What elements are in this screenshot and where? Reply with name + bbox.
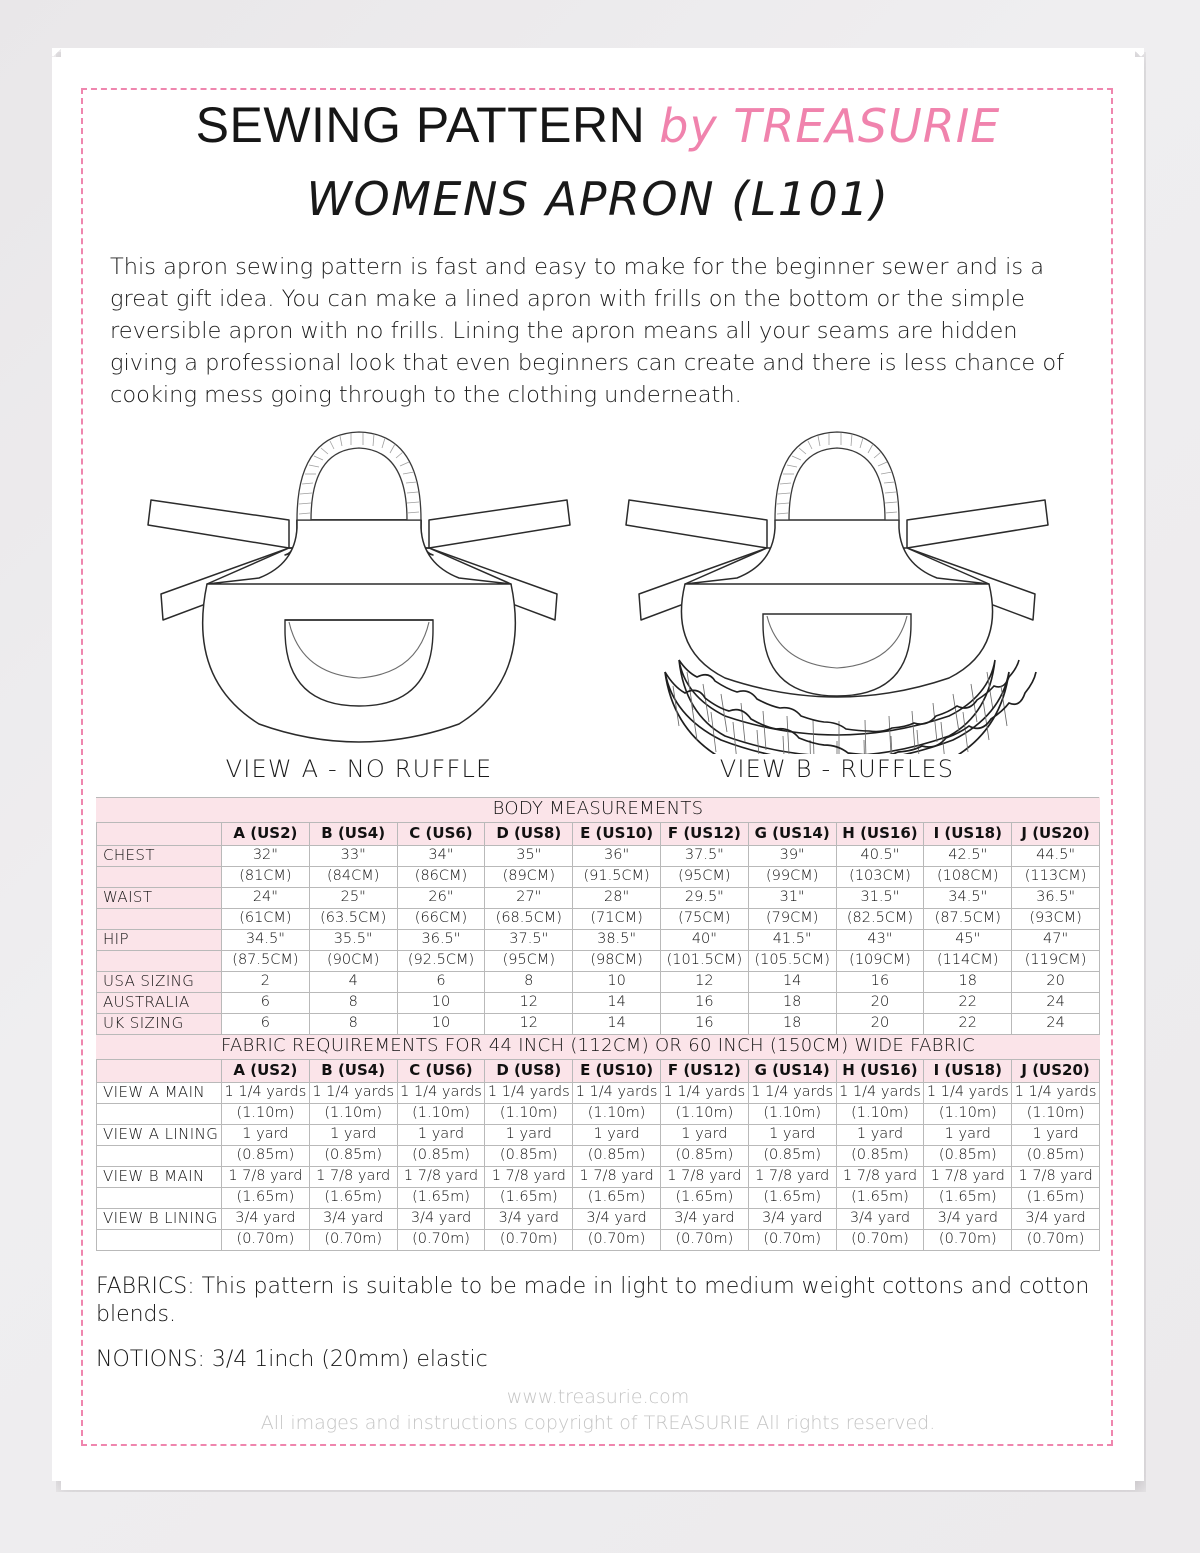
cell-cm-6: (105.5CM) xyxy=(748,950,836,971)
column-header-6: G (US14) xyxy=(748,1059,836,1082)
cell-yards-3: 1 7/8 yard xyxy=(485,1166,573,1187)
cell-yards-3: 1 yard xyxy=(485,1124,573,1145)
cell-yards-0: 1 1/4 yards xyxy=(222,1082,310,1103)
body-measurements-band-title: BODY MEASUREMENTS xyxy=(97,797,1100,822)
cell-inch-9: 44.5" xyxy=(1012,845,1100,866)
column-header-6: G (US14) xyxy=(748,822,836,845)
row-label: HIP xyxy=(97,929,222,950)
cell-size-0: 6 xyxy=(222,1013,310,1034)
cell-metres-3: (1.65m) xyxy=(485,1187,573,1208)
fabric-requirements-header xyxy=(97,1059,1100,1082)
cell-size-6: 18 xyxy=(748,992,836,1013)
cell-cm-5: (75CM) xyxy=(660,908,748,929)
cell-cm-9: (119CM) xyxy=(1012,950,1100,971)
cell-size-7: 20 xyxy=(836,992,924,1013)
table-row xyxy=(97,845,1100,866)
cell-yards-3: 3/4 yard xyxy=(485,1208,573,1229)
cell-inch-6: 41.5" xyxy=(748,929,836,950)
row-label-blank xyxy=(97,1103,222,1124)
column-header-0: A (US2) xyxy=(222,822,310,845)
cell-cm-2: (92.5CM) xyxy=(397,950,485,971)
view-b-block xyxy=(603,424,1071,783)
cell-inch-7: 43" xyxy=(836,929,924,950)
cell-inch-0: 34.5" xyxy=(222,929,310,950)
cell-inch-7: 31.5" xyxy=(836,887,924,908)
cell-inch-8: 42.5" xyxy=(924,845,1012,866)
apron-no-ruffle-icon xyxy=(139,424,579,754)
cell-yards-5: 1 yard xyxy=(660,1124,748,1145)
cell-cm-1: (84CM) xyxy=(309,866,397,887)
cell-cm-1: (63.5CM) xyxy=(309,908,397,929)
cell-metres-7: (1.65m) xyxy=(836,1187,924,1208)
cell-yards-1: 3/4 yard xyxy=(309,1208,397,1229)
cell-metres-4: (1.65m) xyxy=(573,1187,661,1208)
cell-inch-0: 24" xyxy=(222,887,310,908)
cell-yards-0: 1 7/8 yard xyxy=(222,1166,310,1187)
row-label-blank xyxy=(97,950,222,971)
column-header-9: J (US20) xyxy=(1012,1059,1100,1082)
cell-size-3: 12 xyxy=(485,1013,573,1034)
cell-cm-7: (82.5CM) xyxy=(836,908,924,929)
cell-metres-7: (1.10m) xyxy=(836,1103,924,1124)
cell-size-8: 22 xyxy=(924,992,1012,1013)
row-label-blank xyxy=(97,908,222,929)
cell-yards-5: 1 7/8 yard xyxy=(660,1166,748,1187)
row-label: VIEW B MAIN xyxy=(97,1166,222,1187)
cell-cm-6: (99CM) xyxy=(748,866,836,887)
cell-cm-0: (61CM) xyxy=(222,908,310,929)
cell-inch-5: 29.5" xyxy=(660,887,748,908)
cell-inch-5: 40" xyxy=(660,929,748,950)
cell-cm-7: (103CM) xyxy=(836,866,924,887)
cell-yards-3: 1 1/4 yards xyxy=(485,1082,573,1103)
row-label-blank xyxy=(97,1145,222,1166)
cell-cm-8: (114CM) xyxy=(924,950,1012,971)
cell-yards-8: 1 7/8 yard xyxy=(924,1166,1012,1187)
cell-inch-6: 39" xyxy=(748,845,836,866)
cell-size-4: 14 xyxy=(573,992,661,1013)
table-row xyxy=(97,866,1100,887)
cell-yards-1: 1 7/8 yard xyxy=(309,1166,397,1187)
cell-size-8: 18 xyxy=(924,971,1012,992)
cell-cm-9: (93CM) xyxy=(1012,908,1100,929)
cell-metres-5: (0.70m) xyxy=(660,1229,748,1250)
cell-metres-8: (0.70m) xyxy=(924,1229,1012,1250)
cell-yards-6: 1 1/4 yards xyxy=(748,1082,836,1103)
footer-copyright: All images and instructions copyright of TREASURIE All rights reserved. xyxy=(260,1412,936,1434)
cell-size-5: 12 xyxy=(660,971,748,992)
cell-metres-6: (1.65m) xyxy=(748,1187,836,1208)
cell-metres-9: (0.70m) xyxy=(1012,1229,1100,1250)
cell-size-0: 2 xyxy=(222,971,310,992)
cell-inch-4: 36" xyxy=(573,845,661,866)
cell-inch-3: 37.5" xyxy=(485,929,573,950)
cell-yards-6: 3/4 yard xyxy=(748,1208,836,1229)
cell-metres-6: (0.70m) xyxy=(748,1229,836,1250)
cell-inch-1: 33" xyxy=(309,845,397,866)
table-row xyxy=(97,1187,1100,1208)
page-content xyxy=(52,48,1144,1490)
cell-metres-6: (0.85m) xyxy=(748,1145,836,1166)
cell-size-0: 6 xyxy=(222,992,310,1013)
cell-inch-1: 25" xyxy=(309,887,397,908)
cell-metres-7: (0.85m) xyxy=(836,1145,924,1166)
pattern-description: This apron sewing pattern is fast and easy to make for the beginner sewer and is a great gift idea. You can make a lined apron with frills on the bottom or the simple reversible apron with no frills. Lining the apron means all your seams are hidden giving a professional look that even beginners can create and there is less chance of cooking mess going through to the clothing underneath. xyxy=(110,254,1065,408)
page-footer xyxy=(52,1386,1144,1434)
cell-cm-7: (109CM) xyxy=(836,950,924,971)
cell-cm-6: (79CM) xyxy=(748,908,836,929)
cell-size-7: 20 xyxy=(836,1013,924,1034)
cell-cm-3: (95CM) xyxy=(485,950,573,971)
cell-metres-5: (1.10m) xyxy=(660,1103,748,1124)
table-row xyxy=(97,1145,1100,1166)
measurements-table xyxy=(96,797,1100,1251)
row-label: WAIST xyxy=(97,887,222,908)
cell-size-9: 24 xyxy=(1012,992,1100,1013)
cell-yards-0: 3/4 yard xyxy=(222,1208,310,1229)
row-label: USA SIZING xyxy=(97,971,222,992)
cell-yards-6: 1 7/8 yard xyxy=(748,1166,836,1187)
cell-size-7: 16 xyxy=(836,971,924,992)
table-row xyxy=(97,1124,1100,1145)
column-header-1: B (US4) xyxy=(309,1059,397,1082)
cell-inch-4: 38.5" xyxy=(573,929,661,950)
view-b-caption: VIEW B - RUFFLES xyxy=(719,754,955,783)
cell-yards-9: 1 7/8 yard xyxy=(1012,1166,1100,1187)
column-header-5: F (US12) xyxy=(660,1059,748,1082)
cell-metres-0: (0.85m) xyxy=(222,1145,310,1166)
title-main-text: SEWING PATTERN xyxy=(195,97,646,153)
table-row xyxy=(97,929,1100,950)
table-row xyxy=(97,950,1100,971)
cell-cm-4: (71CM) xyxy=(573,908,661,929)
table-row xyxy=(97,908,1100,929)
cell-yards-0: 1 yard xyxy=(222,1124,310,1145)
cell-inch-9: 36.5" xyxy=(1012,887,1100,908)
fabrics-note: FABRICS: This pattern is suitable to be made in light to medium weight cottons and cotton blends. xyxy=(96,1273,1090,1328)
cell-yards-1: 1 1/4 yards xyxy=(309,1082,397,1103)
cell-size-2: 10 xyxy=(397,1013,485,1034)
cell-metres-1: (1.10m) xyxy=(309,1103,397,1124)
cell-metres-0: (1.10m) xyxy=(222,1103,310,1124)
body-measurements-band xyxy=(97,797,1100,822)
cell-inch-2: 26" xyxy=(397,887,485,908)
column-header-8: I (US18) xyxy=(924,822,1012,845)
size-charts xyxy=(96,797,1100,1251)
cell-inch-5: 37.5" xyxy=(660,845,748,866)
cell-size-3: 8 xyxy=(485,971,573,992)
cell-metres-0: (0.70m) xyxy=(222,1229,310,1250)
column-header-2: C (US6) xyxy=(397,822,485,845)
column-header-9: J (US20) xyxy=(1012,822,1100,845)
cell-metres-2: (0.70m) xyxy=(397,1229,485,1250)
column-header-2: C (US6) xyxy=(397,1059,485,1082)
cell-cm-3: (68.5CM) xyxy=(485,908,573,929)
table-row xyxy=(97,1166,1100,1187)
row-label-blank xyxy=(97,866,222,887)
cell-inch-9: 47" xyxy=(1012,929,1100,950)
cell-yards-8: 3/4 yard xyxy=(924,1208,1012,1229)
cell-metres-2: (1.10m) xyxy=(397,1103,485,1124)
cell-yards-8: 1 1/4 yards xyxy=(924,1082,1012,1103)
cell-metres-3: (1.10m) xyxy=(485,1103,573,1124)
cell-size-2: 10 xyxy=(397,992,485,1013)
view-a-caption: VIEW A - NO RUFFLE xyxy=(225,754,493,783)
cell-yards-8: 1 yard xyxy=(924,1124,1012,1145)
cell-size-1: 8 xyxy=(309,1013,397,1034)
cell-metres-8: (1.65m) xyxy=(924,1187,1012,1208)
row-label: VIEW A MAIN xyxy=(97,1082,222,1103)
cell-yards-2: 1 yard xyxy=(397,1124,485,1145)
page-subtitle: WOMENS APRON (L101) xyxy=(306,172,890,226)
cell-size-1: 4 xyxy=(309,971,397,992)
cell-size-3: 12 xyxy=(485,992,573,1013)
cell-cm-8: (108CM) xyxy=(924,866,1012,887)
cell-metres-7: (0.70m) xyxy=(836,1229,924,1250)
cell-size-9: 20 xyxy=(1012,971,1100,992)
cell-size-4: 14 xyxy=(573,1013,661,1034)
corner-cell xyxy=(97,822,222,845)
cell-yards-6: 1 yard xyxy=(748,1124,836,1145)
column-header-3: D (US8) xyxy=(485,822,573,845)
table-row xyxy=(97,1013,1100,1034)
cell-inch-8: 34.5" xyxy=(924,887,1012,908)
cell-metres-2: (0.85m) xyxy=(397,1145,485,1166)
cell-size-6: 14 xyxy=(748,971,836,992)
cell-cm-2: (86CM) xyxy=(397,866,485,887)
cell-inch-3: 35" xyxy=(485,845,573,866)
cell-yards-9: 1 1/4 yards xyxy=(1012,1082,1100,1103)
cell-metres-9: (1.65m) xyxy=(1012,1187,1100,1208)
cell-cm-8: (87.5CM) xyxy=(924,908,1012,929)
fabric-requirements-band xyxy=(97,1034,1100,1059)
cell-metres-0: (1.65m) xyxy=(222,1187,310,1208)
cell-yards-1: 1 yard xyxy=(309,1124,397,1145)
column-header-4: E (US10) xyxy=(573,1059,661,1082)
title-brand-text: by TREASURIE xyxy=(659,99,1001,153)
body-measurements-header xyxy=(97,822,1100,845)
row-label: AUSTRALIA xyxy=(97,992,222,1013)
cell-cm-9: (113CM) xyxy=(1012,866,1100,887)
cell-yards-2: 3/4 yard xyxy=(397,1208,485,1229)
cell-yards-7: 1 yard xyxy=(836,1124,924,1145)
cell-inch-2: 36.5" xyxy=(397,929,485,950)
cell-size-2: 6 xyxy=(397,971,485,992)
cell-metres-6: (1.10m) xyxy=(748,1103,836,1124)
apron-ruffles-icon xyxy=(617,424,1057,754)
cell-yards-9: 1 yard xyxy=(1012,1124,1100,1145)
cell-size-1: 8 xyxy=(309,992,397,1013)
cell-size-4: 10 xyxy=(573,971,661,992)
table-row xyxy=(97,971,1100,992)
cell-yards-4: 1 7/8 yard xyxy=(573,1166,661,1187)
cell-metres-5: (1.65m) xyxy=(660,1187,748,1208)
row-label: VIEW A LINING xyxy=(97,1124,222,1145)
cell-size-5: 16 xyxy=(660,992,748,1013)
column-header-0: A (US2) xyxy=(222,1059,310,1082)
cell-size-8: 22 xyxy=(924,1013,1012,1034)
cell-inch-8: 45" xyxy=(924,929,1012,950)
column-header-7: H (US16) xyxy=(836,1059,924,1082)
notions-note: NOTIONS: 3/4 1inch (20mm) elastic xyxy=(96,1346,488,1372)
cell-cm-3: (89CM) xyxy=(485,866,573,887)
cell-metres-9: (1.10m) xyxy=(1012,1103,1100,1124)
column-header-1: B (US4) xyxy=(309,822,397,845)
cell-metres-4: (1.10m) xyxy=(573,1103,661,1124)
row-label-blank xyxy=(97,1187,222,1208)
corner-cell xyxy=(97,1059,222,1082)
table-row xyxy=(97,1229,1100,1250)
cell-cm-0: (87.5CM) xyxy=(222,950,310,971)
row-label: CHEST xyxy=(97,845,222,866)
row-label: VIEW B LINING xyxy=(97,1208,222,1229)
cell-inch-1: 35.5" xyxy=(309,929,397,950)
cell-yards-4: 1 yard xyxy=(573,1124,661,1145)
table-row xyxy=(97,992,1100,1013)
cell-yards-4: 1 1/4 yards xyxy=(573,1082,661,1103)
cell-yards-7: 3/4 yard xyxy=(836,1208,924,1229)
table-row xyxy=(97,1208,1100,1229)
footer-url: www.treasurie.com xyxy=(506,1386,690,1408)
cell-yards-4: 3/4 yard xyxy=(573,1208,661,1229)
column-header-7: H (US16) xyxy=(836,822,924,845)
cell-inch-7: 40.5" xyxy=(836,845,924,866)
column-header-4: E (US10) xyxy=(573,822,661,845)
column-header-5: F (US12) xyxy=(660,822,748,845)
cell-cm-5: (95CM) xyxy=(660,866,748,887)
cell-metres-4: (0.85m) xyxy=(573,1145,661,1166)
page-title xyxy=(52,97,1144,153)
cell-cm-0: (81CM) xyxy=(222,866,310,887)
cell-cm-4: (98CM) xyxy=(573,950,661,971)
table-row xyxy=(97,1103,1100,1124)
cell-metres-9: (0.85m) xyxy=(1012,1145,1100,1166)
cell-inch-3: 27" xyxy=(485,887,573,908)
fabric-requirements-band-title: FABRIC REQUIREMENTS FOR 44 INCH (112CM) OR 60 INCH (150CM) WIDE FABRIC xyxy=(97,1034,1100,1059)
cell-cm-1: (90CM) xyxy=(309,950,397,971)
cell-inch-4: 28" xyxy=(573,887,661,908)
table-row xyxy=(97,1082,1100,1103)
illustration-row xyxy=(52,424,1144,783)
cell-metres-5: (0.85m) xyxy=(660,1145,748,1166)
cell-metres-8: (1.10m) xyxy=(924,1103,1012,1124)
cell-yards-5: 1 1/4 yards xyxy=(660,1082,748,1103)
cell-metres-1: (0.70m) xyxy=(309,1229,397,1250)
cell-yards-9: 3/4 yard xyxy=(1012,1208,1100,1229)
notes-block xyxy=(96,1273,1100,1375)
row-label-blank xyxy=(97,1229,222,1250)
row-label: UK SIZING xyxy=(97,1013,222,1034)
cell-yards-5: 3/4 yard xyxy=(660,1208,748,1229)
cell-metres-3: (0.70m) xyxy=(485,1229,573,1250)
cell-size-9: 24 xyxy=(1012,1013,1100,1034)
table-row xyxy=(97,887,1100,908)
cell-metres-1: (0.85m) xyxy=(309,1145,397,1166)
view-a-block xyxy=(125,424,593,783)
cell-size-6: 18 xyxy=(748,1013,836,1034)
column-header-3: D (US8) xyxy=(485,1059,573,1082)
cell-inch-0: 32" xyxy=(222,845,310,866)
cell-metres-2: (1.65m) xyxy=(397,1187,485,1208)
cell-size-5: 16 xyxy=(660,1013,748,1034)
cell-cm-5: (101.5CM) xyxy=(660,950,748,971)
cell-metres-3: (0.85m) xyxy=(485,1145,573,1166)
cell-metres-4: (0.70m) xyxy=(573,1229,661,1250)
cell-yards-7: 1 7/8 yard xyxy=(836,1166,924,1187)
cell-metres-8: (0.85m) xyxy=(924,1145,1012,1166)
cell-cm-4: (91.5CM) xyxy=(573,866,661,887)
cell-inch-2: 34" xyxy=(397,845,485,866)
cell-yards-7: 1 1/4 yards xyxy=(836,1082,924,1103)
cell-yards-2: 1 1/4 yards xyxy=(397,1082,485,1103)
cell-inch-6: 31" xyxy=(748,887,836,908)
cell-yards-2: 1 7/8 yard xyxy=(397,1166,485,1187)
cell-cm-2: (66CM) xyxy=(397,908,485,929)
cell-metres-1: (1.65m) xyxy=(309,1187,397,1208)
column-header-8: I (US18) xyxy=(924,1059,1012,1082)
